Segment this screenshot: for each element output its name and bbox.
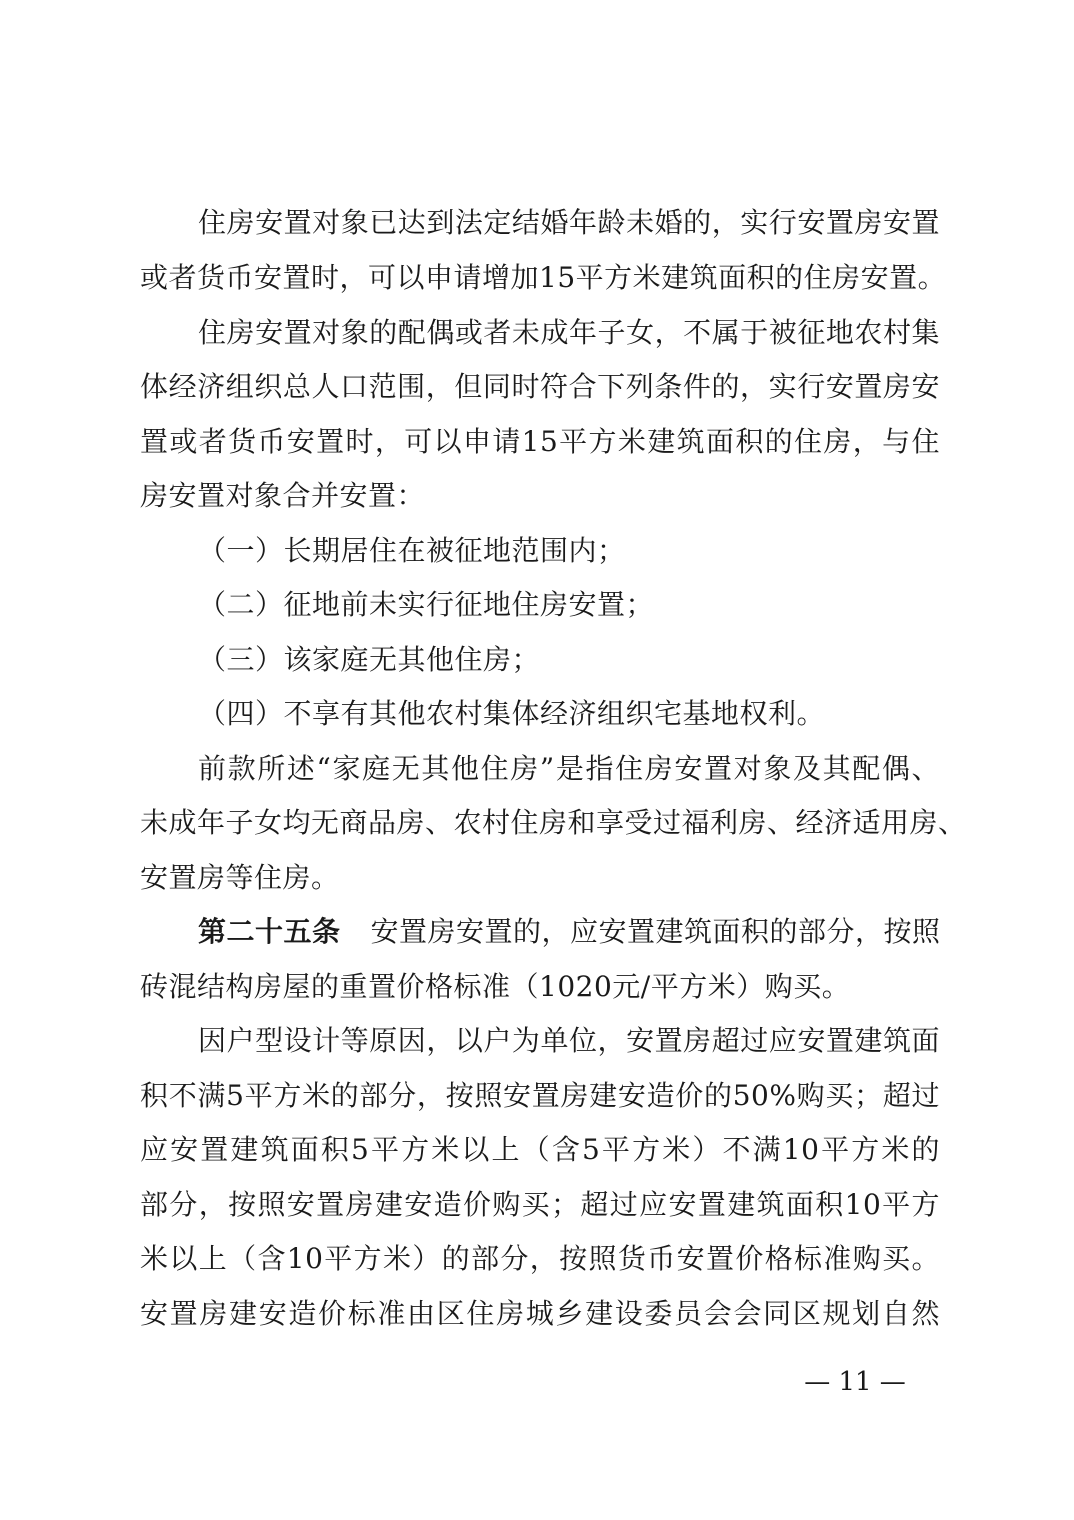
paragraph-line: 应安置建筑面积5平方米以上（含5平方米）不满10平方米的 — [140, 1133, 940, 1166]
paragraph-line: 体经济组织总人口范围，但同时符合下列条件的，实行安置房安 — [140, 370, 940, 403]
article-heading: 第二十五条 — [198, 915, 341, 948]
paragraph-line: 安置房建安造价标准由区住房城乡建设委员会会同区规划自然 — [140, 1297, 940, 1330]
paragraph-line: 或者货币安置时，可以申请增加15平方米建筑面积的住房安置。 — [140, 261, 947, 294]
list-item: （二）征地前未实行征地住房安置； — [198, 588, 655, 621]
paragraph-line: 未成年子女均无商品房、农村住房和享受过福利房、经济适用房、 — [140, 806, 967, 839]
paragraph-line: 安置房等住房。 — [140, 861, 340, 894]
paragraph-line: 砖混结构房屋的重置价格标准（1020元/平方米）购买。 — [140, 970, 851, 1003]
list-item: （一）长期居住在被征地范围内； — [198, 534, 626, 567]
paragraph-line: 住房安置对象已达到法定结婚年龄未婚的，实行安置房安置 — [198, 206, 940, 239]
page-number: — 11 — — [804, 1367, 906, 1397]
article-first-line — [198, 912, 940, 952]
paragraph-line: 住房安置对象的配偶或者未成年子女，不属于被征地农村集 — [198, 316, 940, 349]
paragraph-line: 前款所述“家庭无其他住房”是指住房安置对象及其配偶、 — [198, 752, 940, 785]
list-item: （四）不享有其他农村集体经济组织宅基地权利。 — [198, 697, 826, 730]
paragraph-line: 房安置对象合并安置： — [140, 479, 426, 512]
article-text: 安置房安置的，应安置建筑面积的部分，按照 — [370, 915, 941, 948]
list-item: （三）该家庭无其他住房； — [198, 643, 541, 676]
paragraph-line: 部分，按照安置房建安造价购买；超过应安置建筑面积10平方 — [140, 1188, 940, 1221]
paragraph-line: 置或者货币安置时，可以申请15平方米建筑面积的住房，与住 — [140, 425, 940, 458]
paragraph-line: 积不满5平方米的部分，按照安置房建安造价的50%购买；超过 — [140, 1079, 940, 1112]
paragraph-line: 因户型设计等原因，以户为单位，安置房超过应安置建筑面 — [198, 1024, 940, 1057]
paragraph-line: 米以上（含10平方米）的部分，按照货币安置价格标准购买。 — [140, 1242, 940, 1275]
